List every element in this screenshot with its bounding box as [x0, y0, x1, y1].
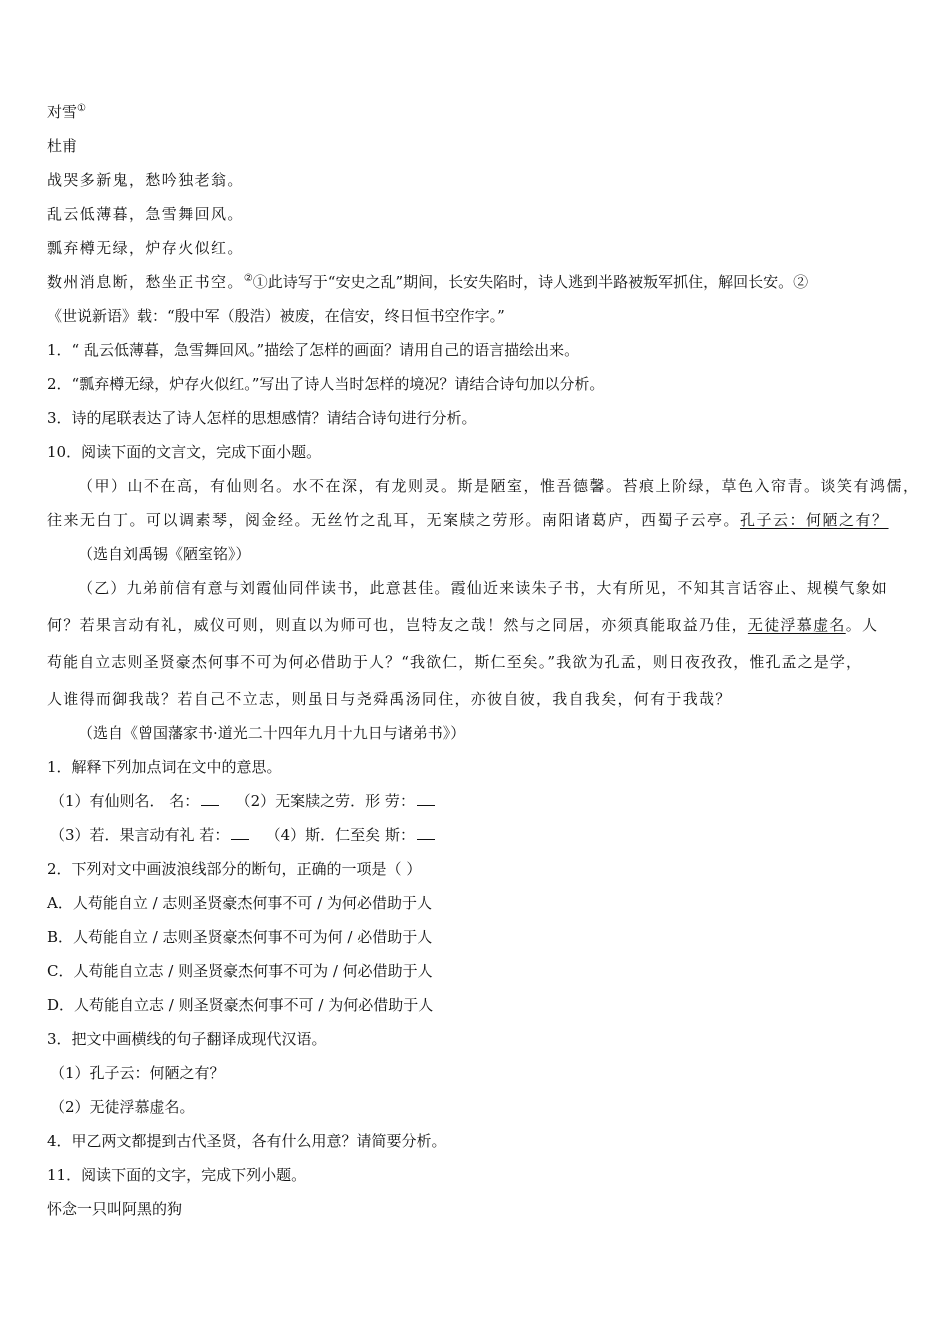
yi-text-line: （乙）九弟前信有意与刘霞仙同伴读书，此意甚佳。霞仙近来读朱子书，大有所见，不知其言话容止、规模气象如 [78, 579, 889, 597]
sub-question-3-item: （2）无徒浮慕虚名。 [50, 1098, 195, 1116]
poem-last-line-with-notes: 数州消息断，愁坐正书空。②①此诗写于“安史之乱”期间，长安失陷时，诗人逃到半路被叛军抓住，解回长安。② [47, 273, 809, 291]
poem-title: 对雪① [47, 103, 86, 121]
sub-question-1: 1．解释下列加点词在文中的意思。 [47, 758, 282, 776]
yi-text-line: 何？若果言动有礼，威仪可则，则直以为师可也，岂特友之哉！然与之同居，亦须真能取益乃佳，无徒浮慕虚名。人 [47, 616, 879, 634]
option-a: A．人苟能自立 / 志则圣贤豪杰何事不可 / 为何必借助于人 [47, 894, 433, 912]
option-d: D．人苟能自立志 / 则圣贤豪杰何事不可 / 为何必借助于人 [47, 996, 434, 1014]
sub-question-2: 2．下列对文中画波浪线部分的断句，正确的一项是（ ） [47, 860, 422, 878]
yi-text-line: 苟能自立志则圣贤豪杰何事不可为何必借助于人？“我欲仁，斯仁至矣。”我欲为孔孟，则日夜孜孜，惟孔孟之是学， [47, 653, 863, 671]
option-b: B．人苟能自立 / 志则圣贤豪杰何事不可为何 / 必借助于人 [47, 928, 433, 946]
poem-author: 杜甫 [47, 137, 78, 155]
poem-question-3: 3．诗的尾联表达了诗人怎样的思想感情？请结合诗句进行分析。 [47, 409, 477, 427]
question-11-heading: 11．阅读下面的文字，完成下列小题。 [47, 1166, 307, 1184]
poem-note: 《世说新语》载：“殷中军（殷浩）被废，在信安，终日恒书空作字。” [47, 307, 505, 325]
sub-question-3-item: （1）孔子云：何陋之有？ [50, 1064, 225, 1082]
poem-question-2: 2．“瓢弃樽无绿，炉存火似红。”写出了诗人当时怎样的境况？请结合诗句加以分析。 [47, 375, 605, 393]
jia-source: （选自刘禹锡《陋室铭》） [78, 545, 251, 563]
underlined-sentence: 无徒浮慕虚名 [747, 616, 846, 634]
yi-text-line: 人谁得而御我哉？若自己不立志，则虽日与尧舜禹汤同住，亦彼自彼，我自我矣，何有于我哉？ [47, 690, 732, 708]
sub-question-3: 3．把文中画横线的句子翻译成现代汉语。 [47, 1030, 327, 1048]
answer-blank[interactable] [417, 825, 435, 840]
answer-blank[interactable] [231, 825, 249, 840]
article-title: 怀念一只叫阿黑的狗 [47, 1200, 183, 1218]
jia-text-line: 往来无白丁。可以调素琴，阅金经。无丝竹之乱耳，无案牍之劳形。南阳诸葛庐，西蜀子云亭。孔子云：何陋之有？ [47, 511, 889, 529]
poem-question-1: 1．“ 乱云低薄暮，急雪舞回风。”描绘了怎样的画面？请用自己的语言描绘出来。 [47, 341, 580, 359]
answer-blank[interactable] [201, 791, 219, 806]
yi-source: （选自《曾国藩家书·道光二十四年九月十九日与诸弟书》） [78, 724, 466, 742]
jia-text-line: （甲）山不在高，有仙则名。水不在深，有龙则灵。斯是陋室，惟吾德馨。苔痕上阶绿，草色入帘青。谈笑有鸿儒， [78, 477, 920, 495]
option-c: C．人苟能自立志 / 则圣贤豪杰何事不可为 / 何必借助于人 [47, 962, 433, 980]
question-10-heading: 10．阅读下面的文言文，完成下面小题。 [47, 443, 322, 461]
underlined-sentence: 孔子云：何陋之有？ [740, 511, 889, 529]
sub-question-1-items: （1）有仙则名． 名： （2）无案牍之劳．形 劳： [50, 791, 437, 811]
sub-question-1-items: （3）若．果言动有礼 若： （4）斯．仁至矣 斯： [50, 825, 437, 845]
poem-line: 乱云低薄暮，急雪舞回风。 [47, 205, 244, 223]
poem-line: 瓢弃樽无绿，炉存火似红。 [47, 239, 244, 257]
footnote-mark: ① [77, 103, 86, 114]
answer-blank[interactable] [417, 791, 435, 806]
sub-question-4: 4．甲乙两文都提到古代圣贤，各有什么用意？请简要分析。 [47, 1132, 447, 1150]
poem-line: 战哭多新鬼，愁吟独老翁。 [47, 171, 244, 189]
